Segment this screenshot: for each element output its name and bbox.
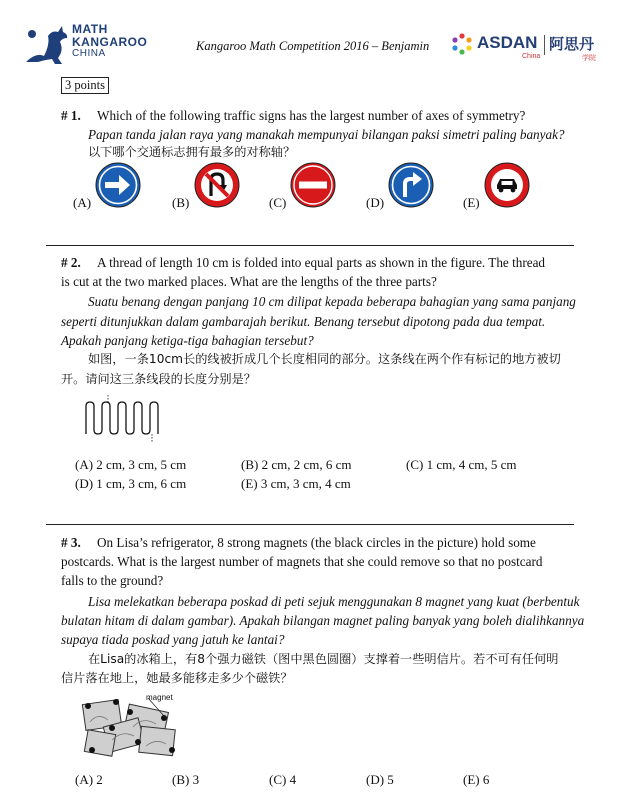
q3-option-b: (B) 3 (172, 772, 200, 787)
points-box: 3 points (61, 77, 109, 94)
q1-option-e-label: (E) (463, 195, 480, 210)
q3-english-line1: On Lisa’s refrigerator, 8 strong magnets (the black circles in the picture) hold some (97, 535, 536, 550)
q2-malay-line2: seperti ditunjukkan dalam gambarajah berikut. Benang tersebut dipotong pada dua tempat. (61, 314, 546, 329)
q1-number (61, 106, 81, 125)
logo-line-1: MATH (72, 22, 108, 36)
q1-option-a-label: (A) (73, 195, 92, 210)
logo-line-3: CHINA (72, 48, 106, 59)
q2-option-b: (B) 2 cm, 2 cm, 6 cm (241, 457, 352, 472)
q2-chinese-line2: 开。请问这三条线段的长度分别是？ (61, 372, 256, 386)
q3-malay-line3: supaya tiada poskad yang jatuh ke lantai? (61, 632, 285, 647)
q1-malay: Papan tanda jalan raya yang manakah mempunyai bilangan paksi simetri paling banyak? (88, 127, 565, 142)
postcards-figure (78, 692, 188, 762)
logo-line-2: KANGAROO (72, 35, 148, 49)
page-header-title: Kangaroo Math Competition 2016 – Benjamin (196, 39, 430, 53)
q2-number: # 2. (61, 255, 81, 270)
q1-option-b-label: (B) (172, 195, 190, 210)
asdan-divider (544, 35, 545, 55)
q2-english-line1: A thread of length 10 cm is folded into equal parts as shown in the figure. The thread (97, 255, 546, 270)
q3-chinese-line2: 信片落在地上，她最多能移走多少个磁铁？ (61, 671, 293, 685)
asdan-sub: China (522, 53, 541, 60)
asdan-name: ASDAN (477, 33, 538, 52)
asdan-cn-sub: 学院 (582, 55, 596, 62)
sign-no-u-turn-icon (194, 162, 240, 208)
q2-option-a: (A) 2 cm, 3 cm, 5 cm (75, 457, 187, 472)
q3-number: # 3. (61, 535, 81, 550)
kangaroo-icon (22, 22, 74, 66)
q2-option-c: (C) 1 cm, 4 cm, 5 cm (406, 457, 517, 472)
q1-option-c-label: (C) (269, 195, 287, 210)
q2-chinese-line1: 如图，一条10cm长的线被折成几个长度相同的部分。这条线在两个作有标记的地方被切 (88, 352, 561, 366)
q1-chinese: 以下哪个交通标志拥有最多的对称轴？ (88, 145, 296, 159)
asdan-cn-name: 阿思丹 (549, 36, 595, 53)
folded-thread-figure (82, 394, 172, 444)
sign-turn-right-icon (388, 162, 434, 208)
math-kangaroo-logo (22, 22, 152, 66)
q3-english-line3: falls to the ground? (61, 573, 164, 588)
divider-1 (46, 245, 574, 246)
q1-option-d-label: (D) (366, 195, 385, 210)
q2-option-e: (E) 3 cm, 3 cm, 4 cm (241, 476, 351, 491)
q1-num: # 1. (61, 108, 81, 123)
q3-malay-line2: bulatan hitam di dalam gambar). Apakah bilangan magnet paling banyak yang boleh dialihkannya (61, 613, 585, 628)
postcards-illustration (78, 692, 188, 762)
asdan-flower-icon (450, 32, 474, 56)
q2-malay-line1: Suatu benang dengan panjang 10 cm dilipat kepada beberapa bahagian yang sama panjang (88, 294, 576, 309)
q2-option-d: (D) 1 cm, 3 cm, 6 cm (75, 476, 187, 491)
q2-malay-line3: Apakah panjang ketiga-tiga bahagian tersebut? (61, 333, 314, 348)
q3-option-a: (A) 2 (75, 772, 103, 787)
q2-english-line2: is cut at the two marked places. What are the lengths of the three parts? (61, 274, 437, 289)
q3-malay-line1: Lisa melekatkan beberapa poskad di peti sejuk menggunakan 8 magnet yang kuat (berbentuk (88, 594, 580, 609)
sign-no-cars-icon (484, 162, 530, 208)
q3-chinese-line1: 在Lisa的冰箱上，有8个强力磁铁（图中黑色圆圈）支撑着一些明信片。若不可有任何明 (88, 652, 559, 666)
magnet-label: magnet (146, 693, 173, 702)
asdan-logo (450, 30, 600, 62)
q3-english-line2: postcards. What is the largest number of magnets that she could remove so that no postcard (61, 554, 543, 569)
q3-option-c: (C) 4 (269, 772, 297, 787)
q3-option-e: (E) 6 (463, 772, 490, 787)
sign-no-entry-icon (290, 162, 336, 208)
q1-english: Which of the following traffic signs has the largest number of axes of symmetry? (97, 108, 526, 123)
q3-option-d: (D) 5 (366, 772, 394, 787)
divider-2 (46, 524, 574, 525)
sign-right-arrow-icon (95, 162, 141, 208)
